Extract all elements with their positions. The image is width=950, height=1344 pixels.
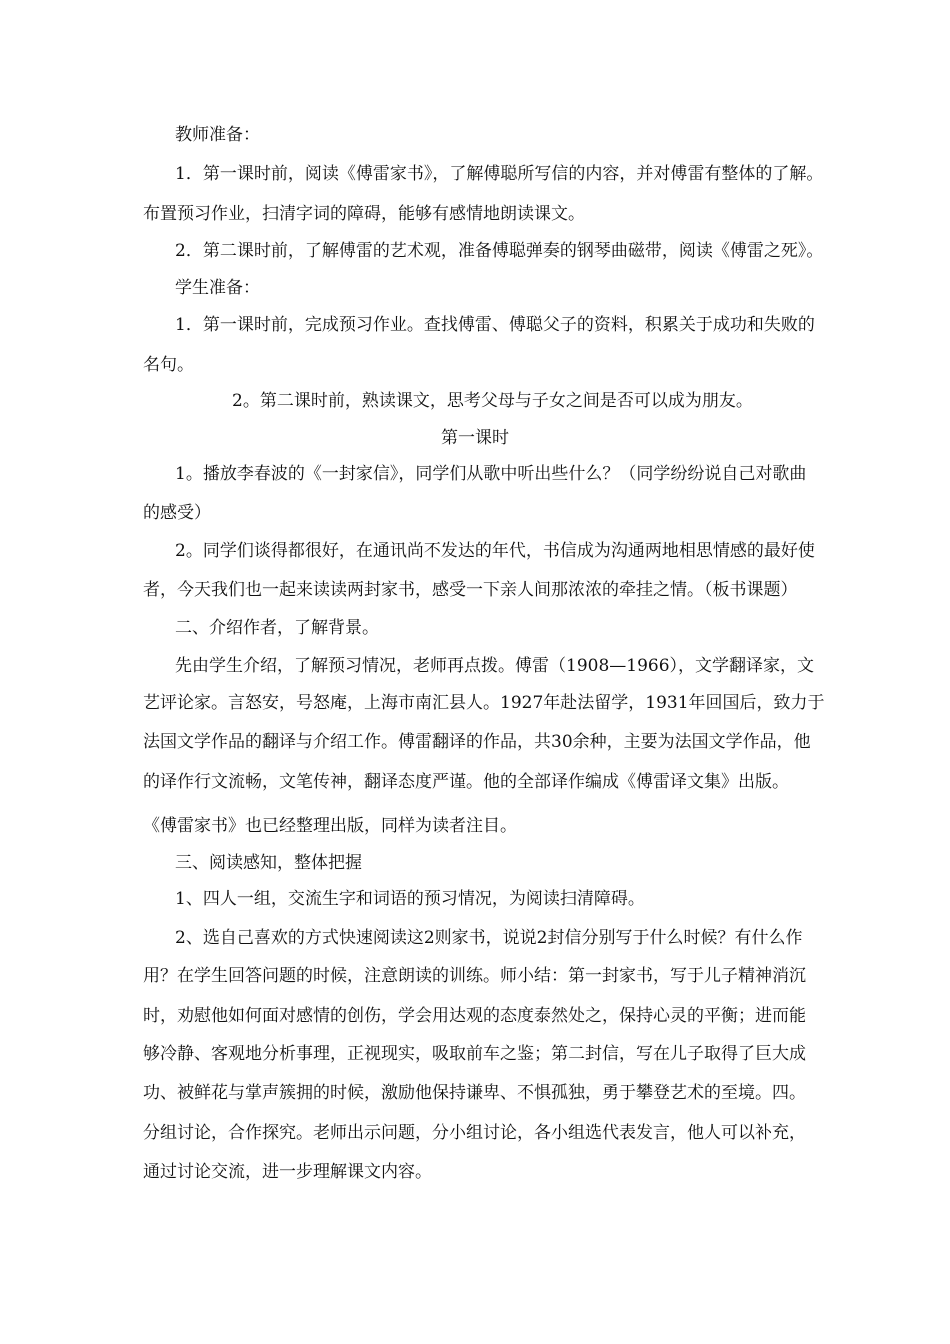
paragraph-line: 分组讨论，合作探究。老师出示问题，分小组讨论，各小组选代表发言，他人可以补充， [143, 1123, 806, 1143]
paragraph-line: 时，劝慰他如何面对感情的创伤，学会用达观的态度泰然处之，保持心灵的平衡；进而能 [143, 1006, 806, 1026]
paragraph-line: 1、四人一组，交流生字和词语的预习情况，为阅读扫清障碍。 [175, 889, 645, 909]
student-prep-heading: 学生准备： [175, 278, 260, 298]
paragraph-line: 通过讨论交流，进一步理解课文内容。 [143, 1162, 432, 1182]
paragraph-line: 2。第二课时前，熟读课文，思考父母与子女之间是否可以成为朋友。 [232, 391, 753, 411]
paragraph-line: 功、被鲜花与掌声簇拥的时候，激励他保持谦卑、不惧孤独，勇于攀登艺术的至境。四。 [143, 1083, 806, 1103]
paragraph-line: 艺评论家。言怒安，号怒庵，上海市南汇县人。1927年赴法留学，1931年回国后，致力于 [143, 693, 825, 713]
paragraph-line: 2．第二课时前，了解傅雷的艺术观，准备傅聪弹奏的钢琴曲磁带，阅读《傅雷之死》。 [175, 241, 824, 261]
paragraph-line: 用？在学生回答问题的时候，注意朗读的训练。师小结：第一封家书，写于儿子精神消沉 [143, 966, 806, 986]
paragraph-line: 法国文学作品的翻译与介绍工作。傅雷翻译的作品，共30余种，主要为法国文学作品，他 [143, 732, 811, 752]
paragraph-line: 的感受） [143, 503, 211, 523]
paragraph-line: 2、选自己喜欢的方式快速阅读这2则家书，说说2封信分别写于什么时候？有什么作 [175, 928, 803, 948]
paragraph-line: 布置预习作业，扫清字词的障碍，能够有感情地朗读课文。 [143, 204, 585, 224]
paragraph-line: 的译作行文流畅，文笔传神，翻译态度严谨。他的全部译作编成《傅雷译文集》出版。 [143, 772, 789, 792]
section-heading: 三、阅读感知，整体把握 [175, 853, 362, 873]
paragraph-line: 1．第一课时前，完成预习作业。查找傅雷、傅聪父子的资料，积累关于成功和失败的 [175, 315, 815, 335]
paragraph-line: 1．第一课时前，阅读《傅雷家书》，了解傅聪所写信的内容，并对傅雷有整体的了解。 [175, 164, 824, 184]
paragraph-line: 者，今天我们也一起来读读两封家书，感受一下亲人间那浓浓的牵挂之情。（板书课题） [143, 580, 798, 600]
section-heading: 二、介绍作者，了解背景。 [175, 618, 379, 638]
section-title: 第一课时 [441, 428, 509, 448]
paragraph-line: 2。同学们谈得都很好，在通讯尚不发达的年代，书信成为沟通两地相思情感的最好使 [175, 541, 815, 561]
paragraph-line: 名句。 [143, 355, 194, 375]
paragraph-line: 《傅雷家书》也已经整理出版，同样为读者注目。 [143, 816, 517, 836]
paragraph-line: 1。播放李春波的《一封家信》，同学们从歌中听出些什么？（同学纷纷说自己对歌曲 [175, 464, 807, 484]
paragraph-line: 先由学生介绍，了解预习情况，老师再点拨。傅雷（1908—1966），文学翻译家，文 [175, 656, 815, 676]
teacher-prep-heading: 教师准备： [175, 125, 260, 145]
paragraph-line: 够冷静、客观地分析事理，正视现实，吸取前车之鉴；第二封信，写在儿子取得了巨大成 [143, 1044, 806, 1064]
